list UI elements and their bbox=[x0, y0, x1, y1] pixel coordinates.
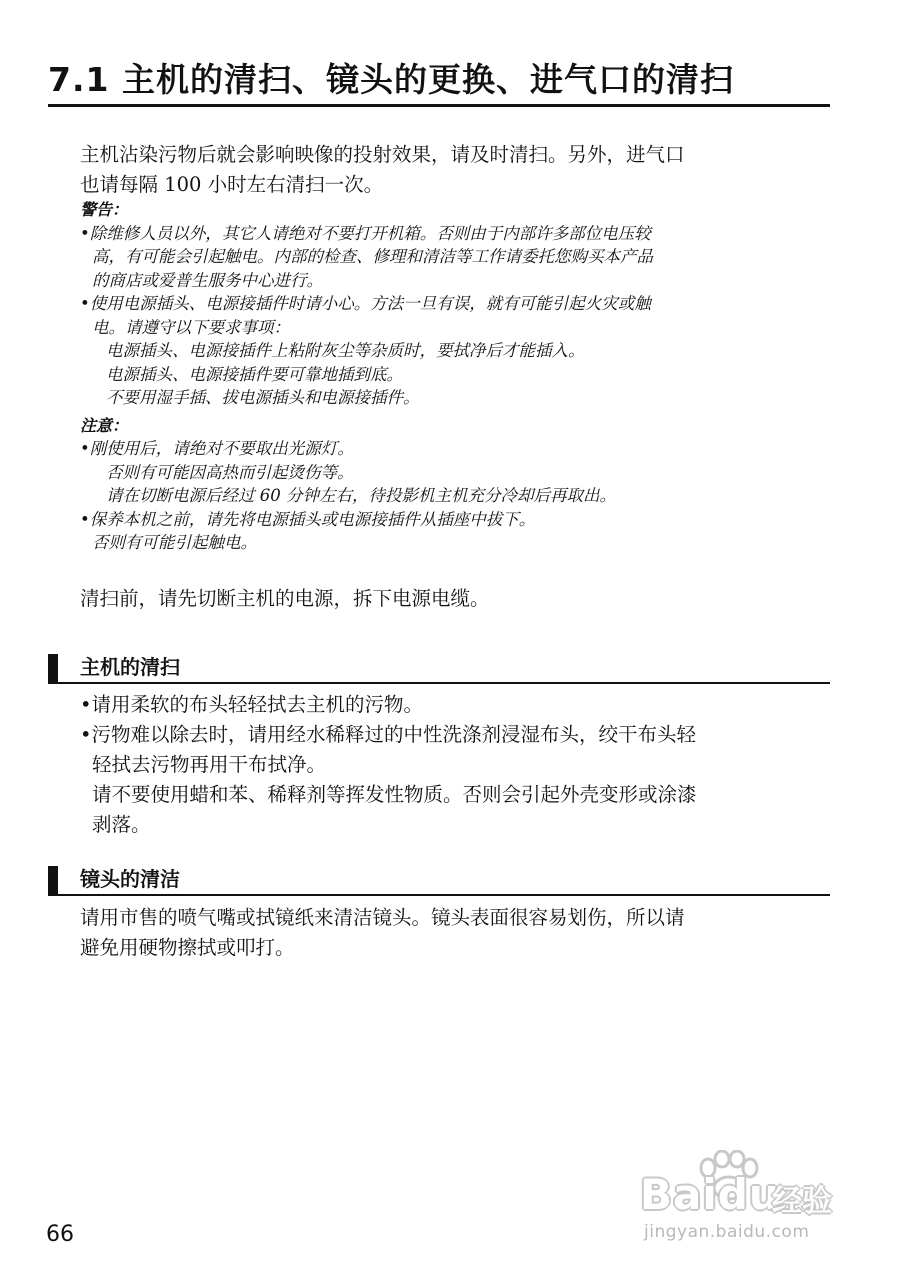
section-heading-text: 主机的清扫 bbox=[80, 655, 180, 679]
list-note-line: 剥落。 bbox=[92, 813, 151, 836]
caution-bullet-1: •刚使用后，请绝对不要取出光源灯。 bbox=[80, 439, 354, 458]
list-item-line: 轻拭去污物再用干布拭净。 bbox=[92, 753, 327, 776]
warning-sub-item: 不要用湿手插、拔电源插头和电源接插件。 bbox=[106, 388, 420, 407]
caution-sub-item: 否则有可能因高热而引起烫伤等。 bbox=[106, 462, 354, 482]
intro-line: 主机沾染污物后就会影响映像的投射效果，请及时清扫。另外，进气口 bbox=[80, 143, 685, 166]
lens-cleaning-paragraph bbox=[80, 903, 830, 963]
watermark-cn-text: 经验 bbox=[772, 1184, 832, 1219]
warning-sub-item: 电源插头、电源接插件要可靠地插到底。 bbox=[106, 364, 403, 384]
list-item bbox=[80, 720, 830, 780]
watermark-logo-text: Baidu bbox=[640, 1170, 780, 1219]
intro-paragraph bbox=[80, 140, 830, 200]
list-item: •请用柔软的布头轻轻拭去主机的污物。 bbox=[80, 693, 424, 716]
caution-label: 注意： bbox=[80, 415, 129, 435]
warning-line: 电。请遵守以下要求事项： bbox=[92, 317, 290, 337]
warning-bullet-2 bbox=[80, 292, 835, 339]
safety-notes bbox=[80, 198, 835, 555]
page-number: 66 bbox=[46, 1222, 74, 1247]
warning-sub-item: 电源插头、电源接插件上粘附灰尘等杂质时，要拭净后才能插入。 bbox=[106, 341, 585, 360]
intro-line: 也请每隔 100 小时左右清扫一次。 bbox=[80, 173, 384, 196]
section-heading-text: 镜头的清洁 bbox=[80, 867, 180, 891]
page-title: 7.1 主机的清扫、镜头的更换、进气口的清扫 bbox=[48, 58, 830, 107]
list-note-line: 请不要使用蜡和苯、稀释剂等挥发性物质。否则会引起外壳变形或涂漆 bbox=[92, 783, 697, 806]
warning-line: 高，有可能会引起触电。内部的检查、修理和清洁等工作请委托您购买本产品 bbox=[92, 247, 653, 266]
section-heading-body-cleaning bbox=[48, 652, 830, 684]
watermark-url: jingyan.baidu.com bbox=[644, 1222, 810, 1242]
warning-bullet-1 bbox=[80, 222, 835, 293]
baidu-watermark bbox=[612, 1150, 872, 1260]
warning-label: 警告： bbox=[80, 200, 129, 219]
heading-bar bbox=[48, 866, 58, 894]
heading-bar bbox=[48, 654, 58, 682]
list-item-line: •污物难以除去时，请用经水稀释过的中性洗涤剂浸湿布头，绞干布头轻 bbox=[80, 723, 697, 746]
paragraph-line: 避免用硬物擦拭或叩打。 bbox=[80, 936, 295, 959]
section-heading-lens-cleaning bbox=[48, 864, 830, 896]
paragraph-line: 请用市售的喷气嘴或拭镜纸来清洁镜头。镜头表面很容易划伤，所以请 bbox=[80, 906, 685, 929]
warning-line: •除维修人员以外，其它人请绝对不要打开机箱。否则由于内部许多部位电压较 bbox=[80, 223, 651, 243]
warning-line: 的商店或爱普生服务中心进行。 bbox=[92, 270, 323, 290]
caution-bullet-2: •保养本机之前，请先将电源插头或电源接插件从插座中拔下。 bbox=[80, 509, 536, 529]
body-cleaning-list bbox=[80, 690, 830, 840]
before-cleaning-text: 清扫前，请先切断主机的电源，拆下电源电缆。 bbox=[80, 587, 490, 610]
caution-bullet-2-cont: 否则有可能引起触电。 bbox=[92, 533, 257, 552]
warning-line: •使用电源插头、电源接插件时请小心。方法一旦有误，就有可能引起火灾或触 bbox=[80, 294, 651, 313]
caution-sub-item: 请在切断电源后经过 60 分钟左右，待投影机主机充分冷却后再取出。 bbox=[106, 486, 616, 505]
